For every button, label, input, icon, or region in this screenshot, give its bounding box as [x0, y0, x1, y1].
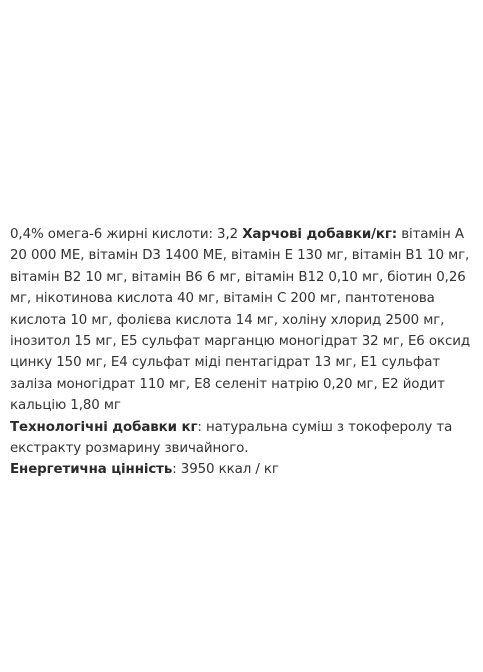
composition-paragraph	[10, 224, 476, 417]
product-description	[10, 224, 476, 481]
additives-label: Харчові добавки/кг:	[242, 227, 398, 242]
composition-lead: 0,4% омега-6 жирні кислоти: 3,2	[10, 227, 243, 242]
technological-paragraph	[10, 417, 476, 460]
technological-label: Технологічні добавки кг	[10, 419, 198, 435]
additives-text: вітамін A 20 000 ME, вітамін D3 1400 ME, вітамін E 130 мг, вітамін B1 10 мг, вітамін B2 10 мг, вітамін B6 6 мг, вітамін B12 0,10 мг, біотин 0,26 мг, нікотинова кислота 40 мг, вітамін C 200 мг, пантотенова кислота 10 мг, фолієва кислота 14 мг, холіну хлорид 2500 мг, інозитол 15 мг, E5 сульфат марганцю моногідрат 32 мг, E6 оксид цинку 150 мг, E4 сульфат міді пентагідрат 13 мг, E1 сульфат заліза моногідрат 110 мг, E8 селеніт натрію 0,20 мг, E2 йодит кальцію 1,80 мг	[10, 227, 470, 414]
energy-label: Енергетична цінність	[10, 462, 173, 478]
energy-paragraph	[10, 459, 476, 480]
technological-text: : натуральна суміш з токоферолу та екстракту розмарину звичайного.	[10, 419, 453, 457]
energy-text: : 3950 ккал / кг	[172, 462, 279, 478]
